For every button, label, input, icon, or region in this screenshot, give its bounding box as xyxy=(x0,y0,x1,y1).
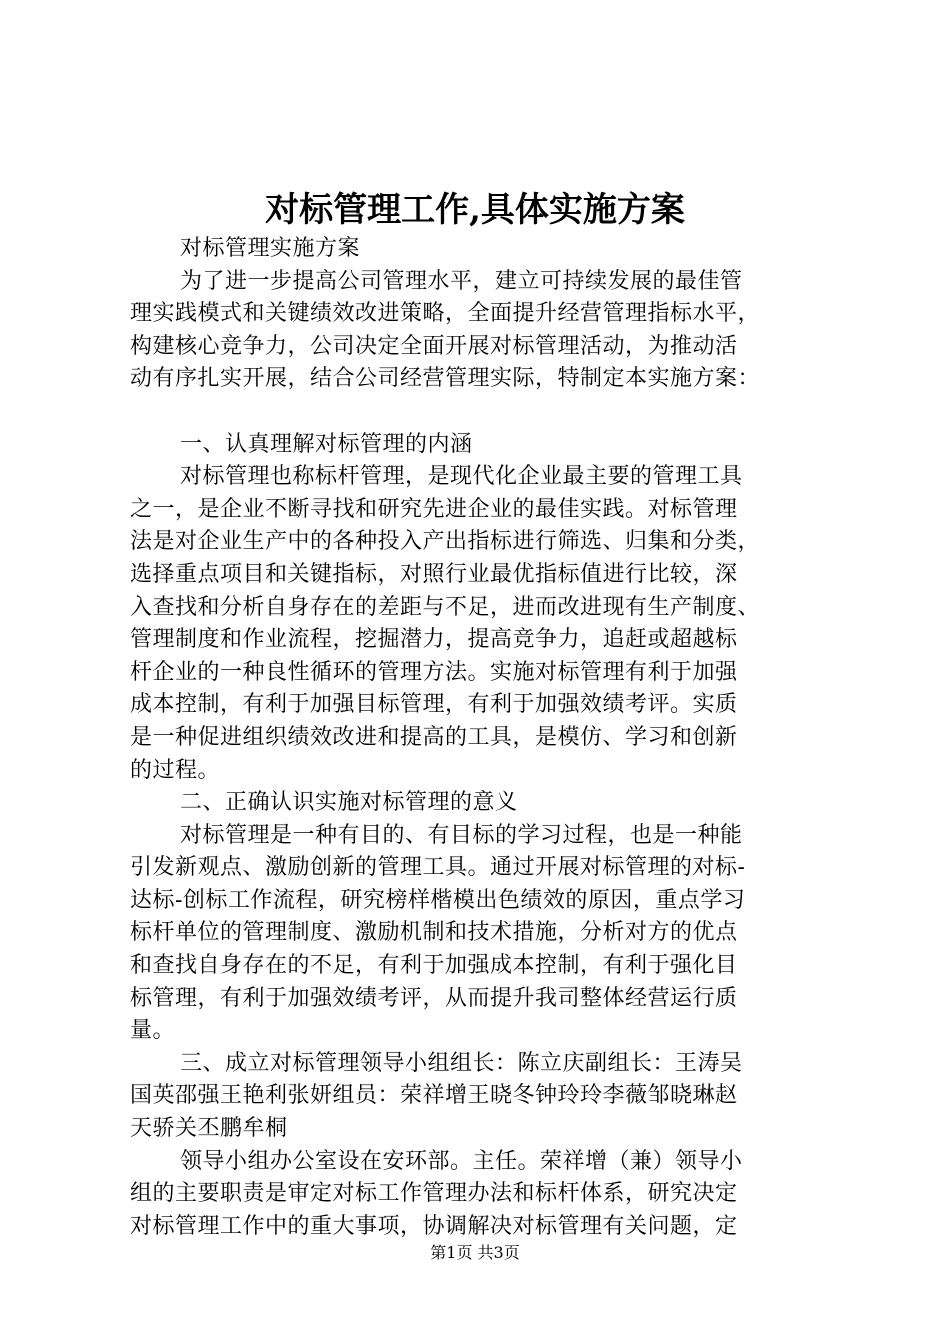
body-line: 组的主要职责是审定对标工作管理办法和标杆体系，研究决定 xyxy=(130,1181,738,1207)
body-line: 对标管理实施方案 xyxy=(180,236,361,261)
body-line: 引发新观点、激励创新的管理工具。通过开展对标管理的对标- xyxy=(130,855,746,881)
body-line: 标管理，有利于加强效绩考评，从而提升我司整体经营运行质 xyxy=(130,985,738,1011)
body-line: 构建核心竞争力，公司决定全面开展对标管理活动，为推动活 xyxy=(130,333,738,359)
body-line: 二、正确认识实施对标管理的意义 xyxy=(180,790,518,816)
body-line: 领导小组办公室设在安环部。主任。荣祥增（兼）领导小 xyxy=(180,1148,743,1174)
body-line: 理实践模式和关键绩效改进策略，全面提升经营管理指标水平， xyxy=(130,301,761,327)
body-line: 标杆单位的管理制度、激励机制和技术措施，分析对方的优点 xyxy=(130,920,738,946)
body-line: 为了进一步提高公司管理水平，建立可持续发展的最佳管 xyxy=(180,268,743,294)
body-line: 三、成立对标管理领导小组组长：陈立庆副组长：王涛吴 xyxy=(180,1050,743,1076)
document-title: 对标管理工作,具体实施方案 xyxy=(265,190,685,230)
body-line: 成本控制，有利于加强目标管理，有利于加强效绩考评。实质 xyxy=(130,692,738,718)
body-line: 国英邵强王艳利张妍组员：荣祥增王晓冬钟玲玲李薇邹晓琳赵 xyxy=(130,1083,738,1109)
document-body xyxy=(130,233,830,1243)
body-line: 达标-创标工作流程，研究榜样楷模出色绩效的原因，重点学习 xyxy=(130,887,746,913)
body-line: 杆企业的一种良性循环的管理方法。实施对标管理有利于加强 xyxy=(130,659,738,685)
body-line: 管理制度和作业流程，挖掘潜力，提高竞争力，追赶或超越标 xyxy=(130,627,738,653)
body-line: 选择重点项目和关键指标，对照行业最优指标值进行比较，深 xyxy=(130,561,738,587)
body-line: 动有序扎实开展，结合公司经营管理实际，特制定本实施方案： xyxy=(130,366,761,392)
body-line: 对标管理工作中的重大事项，协调解决对标管理有关问题，定 xyxy=(130,1213,738,1239)
body-line: 量。 xyxy=(130,1018,176,1044)
page-footer: 第1页 共3页 xyxy=(430,1243,520,1262)
body-line: 对标管理也称标杆管理，是现代化企业最主要的管理工具 xyxy=(180,464,743,490)
body-line: 天骄关丕鹏牟桐 xyxy=(130,1116,288,1142)
body-line xyxy=(130,396,830,429)
body-line: 的过程。 xyxy=(130,757,221,783)
body-line: 一、认真理解对标管理的内涵 xyxy=(180,431,473,457)
body-line: 法是对企业生产中的各种投入产出指标进行筛选、归集和分类， xyxy=(130,529,761,555)
body-line: 之一，是企业不断寻找和研究先进企业的最佳实践。对标管理 xyxy=(130,496,738,522)
body-line: 对标管理是一种有目的、有目标的学习过程，也是一种能 xyxy=(180,822,743,848)
body-line: 和查找自身存在的不足，有利于加强成本控制，有利于强化目 xyxy=(130,953,738,979)
body-line: 入查找和分析自身存在的差距与不足，进而改进现有生产制度、 xyxy=(130,594,761,620)
body-line: 是一种促进组织绩效改进和提高的工具，是模仿、学习和创新 xyxy=(130,724,738,750)
